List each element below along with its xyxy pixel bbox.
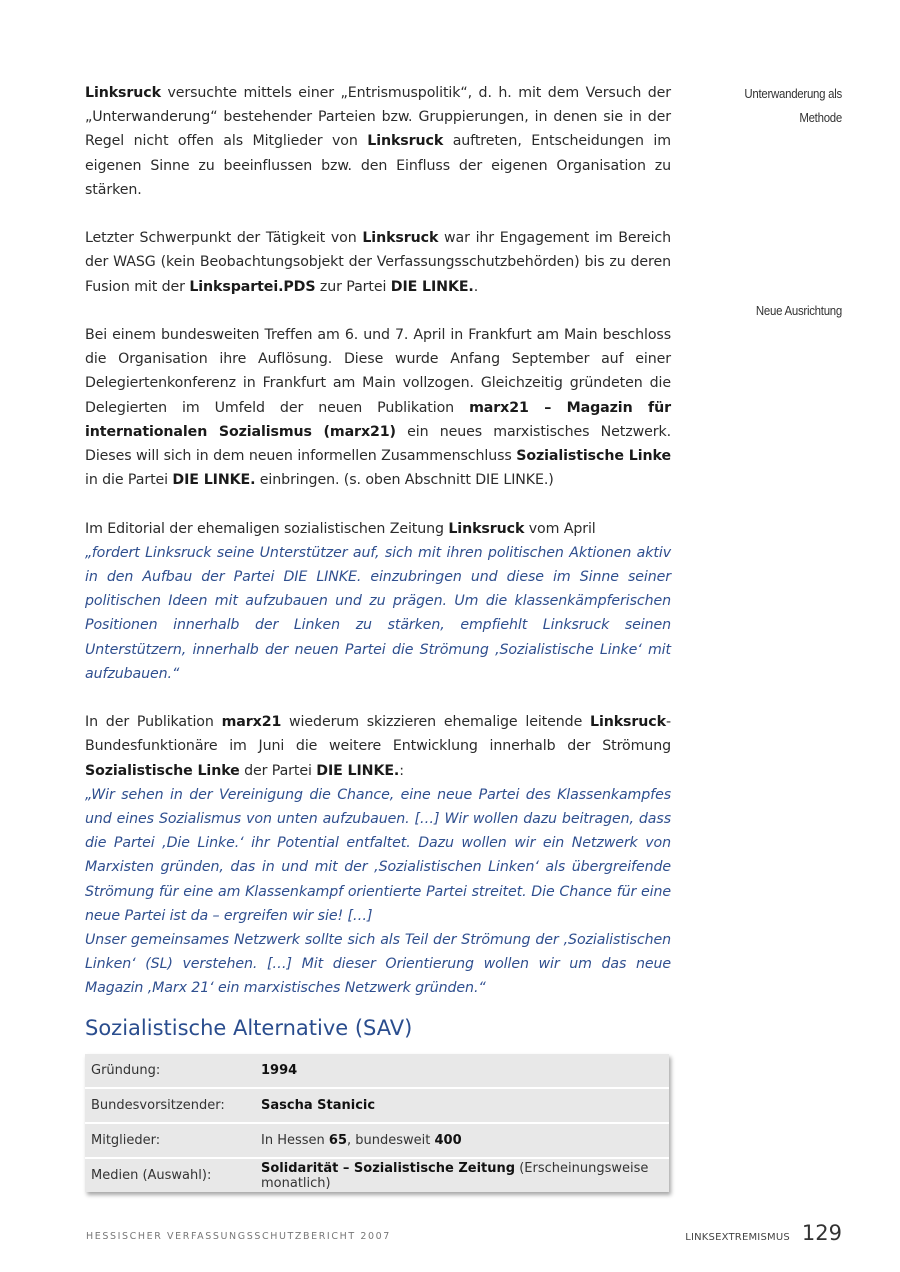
row-label: Mitglieder: bbox=[85, 1123, 255, 1158]
quotation: „Wir sehen in der Vereinigung die Chance, eine neue Partei des Klassenkampfes und eines Sozialismus von unten aufzubauen. […] Wir wollen dazu beitragen, dass die Partei ‚Die Linke.‘ ihr Potential entfaltet. Dazu wollen wir ein Netzwerk von Marxisten gründen, das in und mit der ‚Sozialistischen Linken‘ als übergreifende Strömung für eine am Klassenkampf orientierte Partei streitet. Die Chance für eine neue Partei ist da – ergreifen wir sie! […] bbox=[85, 786, 671, 924]
body-text: vom April bbox=[524, 520, 596, 537]
emphasis-text: Linksruck bbox=[590, 714, 666, 731]
body-text: Bei einem bundesweiten Treffen am 6. und 7. April in Frankfurt am Main beschloss die Organisation ihre Auflösung. Diese wurde Anfang September auf einer Delegiertenkonferenz in Frankfurt am Main vollzogen. Gleichzeitig gründeten die Delegierten im Umfeld der neuen Publikation bbox=[85, 327, 671, 416]
footer-right bbox=[685, 1221, 842, 1245]
row-value bbox=[255, 1088, 669, 1123]
emphasis-text: 1994 bbox=[261, 1063, 298, 1078]
emphasis-text: DIE LINKE. bbox=[172, 472, 256, 489]
body-text: : bbox=[399, 762, 404, 779]
quotation: „fordert Linksruck seine Unterstützer auf, sich mit ihren politischen Aktionen aktiv in den Aufbau der Partei DIE LINKE. einzubringen und diese im Sinne seiner politischen Ideen mit aufzubauen und zu prägen. Um die klassenkämpferischen Positionen innerhalb der Linken zu stärken, empfiehlt Linksruck seinen Unterstützern, innerhalb der neuen Partei die Strömung ‚Sozialistische Linke‘ mit aufzubauen.“ bbox=[85, 544, 671, 682]
body-text: zur Partei bbox=[315, 278, 391, 295]
paragraph-editorial bbox=[85, 517, 671, 686]
row-value bbox=[255, 1158, 669, 1192]
paragraph-dissolution bbox=[85, 323, 671, 492]
body-text: Letzter Schwerpunkt der Tätigkeit von bbox=[85, 230, 363, 247]
emphasis-text: Sozialistische Linke bbox=[85, 762, 240, 779]
emphasis-text: 400 bbox=[434, 1133, 462, 1148]
row-value bbox=[255, 1054, 669, 1088]
footer-section: LINKSEXTREMISMUS bbox=[685, 1232, 790, 1243]
fact-table bbox=[85, 1054, 669, 1192]
table-row bbox=[85, 1054, 669, 1088]
body-text: einbringen. (s. oben Abschnitt DIE LINKE.) bbox=[255, 472, 554, 489]
emphasis-text: 65 bbox=[328, 1133, 347, 1148]
section-title: Sozialistische Alternative (SAV) bbox=[85, 1016, 413, 1040]
body-text: Im Editorial der ehemaligen sozialistischen Zeitung bbox=[85, 520, 449, 537]
main-text-column bbox=[85, 81, 671, 1025]
emphasis-text: marx21 bbox=[221, 714, 282, 731]
table-row bbox=[85, 1123, 669, 1158]
body-text: wiederum skizzieren ehemalige leitende bbox=[281, 714, 591, 731]
marginal-note-unterwanderung: Unterwanderung als Methode bbox=[744, 86, 842, 125]
body-text: versuchte mittels einer „Entrismuspolitik“, d. h. mit dem Versuch der „Unterwanderung“ bestehender Parteien bzw. Gruppierungen, in denen sie in der Regel nicht offen als Mitglieder von bbox=[85, 85, 671, 150]
marginal-note-neue-ausrichtung: Neue Ausrichtung bbox=[755, 303, 842, 318]
row-label: Gründung: bbox=[85, 1054, 255, 1088]
body-text: auftreten, Entscheidungen im eigenen Sinne zu beeinflussen bzw. den Einfluss der eigenen Organisation zu stärken. bbox=[85, 133, 671, 198]
emphasis-text: marx21 – Magazin für internationalen Sozialismus (marx21) bbox=[85, 399, 671, 440]
body-text: In der Publikation bbox=[85, 714, 222, 731]
emphasis-text: DIE LINKE. bbox=[390, 278, 474, 295]
emphasis-text: Linksruck bbox=[367, 133, 444, 150]
table-row bbox=[85, 1088, 669, 1123]
emphasis-text: Sozialistische Linke bbox=[516, 448, 671, 465]
body-text: . bbox=[473, 278, 479, 295]
row-value bbox=[255, 1123, 669, 1158]
body-text: In Hessen bbox=[261, 1133, 329, 1148]
footer-publication: HESSISCHER VERFASSUNGSSCHUTZBERICHT 2007 bbox=[86, 1231, 391, 1242]
paragraph-entrism bbox=[85, 81, 671, 202]
row-label: Medien (Auswahl): bbox=[85, 1158, 255, 1192]
row-label: Bundesvorsitzender: bbox=[85, 1088, 255, 1123]
emphasis-text: Linksruck bbox=[362, 230, 439, 247]
emphasis-text: Linksruck bbox=[448, 520, 525, 537]
emphasis-text: DIE LINKE. bbox=[316, 762, 400, 779]
paragraph-wasg bbox=[85, 226, 671, 299]
body-text: -Bundesfunktionäre im Juni die weitere Entwicklung innerhalb der Strömung bbox=[85, 714, 671, 755]
quotation: Unser gemeinsames Netzwerk sollte sich als Teil der Strömung der ‚Sozialistischen Linken‘ (SL) verstehen. […] Mit dieser Orientierung wollen wir um das neue Magazin ‚Marx 21‘ ein marxistisches Netzwerk gründen.“ bbox=[85, 932, 671, 997]
emphasis-text: Linksruck bbox=[85, 85, 161, 101]
body-text: der Partei bbox=[239, 762, 317, 779]
body-text: (Erscheinungsweise monatlich) bbox=[261, 1160, 649, 1191]
body-text: , bundesweit bbox=[347, 1133, 435, 1148]
emphasis-text: Linkspartei.PDS bbox=[189, 278, 316, 295]
emphasis-text: Sascha Stanicic bbox=[261, 1098, 376, 1113]
emphasis-text: Solidarität – Sozialistische Zeitung bbox=[261, 1160, 516, 1176]
body-text: ein neues marxistisches Netzwerk. Dieses will sich in dem neuen informellen Zusammenschluss bbox=[85, 423, 671, 465]
table-row bbox=[85, 1158, 669, 1192]
page-number: 129 bbox=[801, 1221, 842, 1245]
paragraph-marx21 bbox=[85, 710, 671, 1000]
body-text: war ihr Engagement im Bereich der WASG (kein Beobachtungsobjekt der Verfassungsschutzbehörden) bis zu deren Fusion mit der bbox=[85, 230, 671, 295]
body-text: in die Partei bbox=[85, 472, 173, 489]
